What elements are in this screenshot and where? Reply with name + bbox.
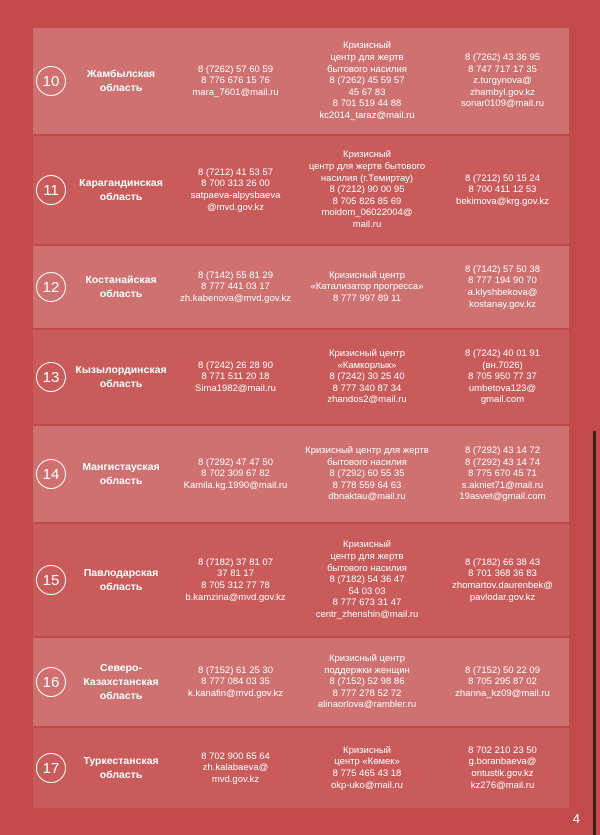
contacts-table xyxy=(33,28,569,808)
row-number-badge: 10 xyxy=(36,66,66,96)
crisis-center-contacts: Кризисный центр для жертв бытового насилия (г.Темиртау) 8 (7212) 90 00 95 8 705 826 85 69 moidom_06022004@ mail.ru xyxy=(308,149,426,230)
crisis-center-contacts: Кризисный центр для жертв бытового насилия 8 (7292) 60 55 35 8 778 559 64 63 dbnaktau@mail.ru xyxy=(305,445,429,503)
akimat-contacts: 8 (7152) 50 22 09 8 705 295 87 02 zhanna_kz09@mail.ru xyxy=(455,664,550,699)
crisis-center-contacts: Кризисный центр «Көмек» 8 775 465 43 18 okp-uko@mail.ru xyxy=(331,744,403,791)
region-name: Жамбылская область xyxy=(86,68,156,94)
row-number xyxy=(33,667,69,697)
row-number-badge: 16 xyxy=(36,667,66,697)
table-row xyxy=(33,330,569,426)
crisis-center-contacts: Кризисный центр «Катализатор прогресса» 8 777 997 89 11 xyxy=(310,269,424,304)
table-row xyxy=(33,638,569,728)
table-row xyxy=(33,728,569,808)
row-number-badge: 17 xyxy=(36,753,66,783)
row-number xyxy=(33,362,69,392)
region-name: Кызылординская область xyxy=(75,364,167,390)
region-name: Северо-Казахстанская область xyxy=(83,662,159,702)
police-contacts: 8 (7292) 47 47 50 8 702 309 67 82 Kamila.kg.1990@mail.ru xyxy=(183,456,288,491)
region-name: Костанайская область xyxy=(85,274,157,300)
row-number-badge: 13 xyxy=(36,362,66,392)
akimat-contacts: 8 (7212) 50 15 24 8 700 411 12 53 bekimova@krg.gov.kz xyxy=(456,172,549,207)
police-contacts: 8 (7242) 26 28 90 8 771 511 20 18 Sima1982@mail.ru xyxy=(195,359,276,394)
table-row xyxy=(33,28,569,136)
police-contacts: 8 (7212) 41 53 57 8 700 313 26 00 satpaeva-alpysbaeva @mvd.gov.kz xyxy=(190,166,281,213)
crisis-center-contacts: Кризисный центр поддержки женщин 8 (7152) 52 98 86 8 777 278 52 72 alinaorlova@rambler.ru xyxy=(317,653,417,711)
row-number xyxy=(33,66,69,96)
row-number-badge: 12 xyxy=(36,272,66,302)
police-contacts: 8 (7182) 37 81 07 37 81 17 8 705 312 77 78 b.kamzina@mvd.gov.kz xyxy=(185,556,286,603)
akimat-contacts: 8 (7142) 57 50 38 8 777 194 90 70 a.klyshbekova@ kostanay.gov.kz xyxy=(464,263,540,310)
row-number-badge: 15 xyxy=(36,565,66,595)
table-row xyxy=(33,246,569,330)
akimat-contacts: 8 (7262) 43 36 95 8 747 717 17 35 z.turgynova@ zhambyl.gov.kz sonar0109@mail.ru xyxy=(460,52,545,110)
akimat-contacts: 8 (7292) 43 14 72 8 (7292) 43 14 74 8 775 670 45 71 s.akniet71@mail.ru 19asvet@gmail.com xyxy=(459,445,546,503)
region-name: Туркестанская область xyxy=(83,755,159,781)
row-number xyxy=(33,272,69,302)
region-name: Карагандинская область xyxy=(79,177,163,203)
table-row xyxy=(33,524,569,638)
crisis-center-contacts: Кризисный центр для жертв бытового насилия 8 (7182) 54 36 47 54 03 03 8 777 673 31 47 centr_zhenshin@mail.ru xyxy=(315,539,419,620)
row-number xyxy=(33,753,69,783)
region-name: Павлодарская область xyxy=(83,567,159,593)
row-number-badge: 11 xyxy=(36,175,66,205)
row-number xyxy=(33,565,69,595)
table-row xyxy=(33,426,569,524)
region-name: Мангистауская область xyxy=(82,461,160,487)
scrollbar[interactable] xyxy=(593,431,596,835)
row-number xyxy=(33,459,69,489)
akimat-contacts: 8 702 210 23 50 g.boranbaeva@ ontustik.gov.kz kz276@mail.ru xyxy=(468,744,537,791)
crisis-center-contacts: Кризисный центр «Камкорлык» 8 (7242) 30 25 40 8 777 340 87 34 zhandos2@mail.ru xyxy=(327,348,407,406)
akimat-contacts: 8 (7182) 66 38 43 8 701 368 36 83 zhomartov.daurenbek@ pavlodar.gov.kz xyxy=(452,556,553,603)
police-contacts: 8 (7262) 57 60 59 8 776 676 15 76 mara_7601@mail.ru xyxy=(192,63,279,98)
page-number: 4 xyxy=(572,811,580,826)
police-contacts: 8 702 900 65 64 zh.kalabaeva@ mvd.gov.kz xyxy=(201,750,270,785)
crisis-center-contacts: Кризисный центр для жертв бытового насилия 8 (7262) 45 59 57 45 67 83 8 701 519 44 88 kc2014_taraz@mail.ru xyxy=(319,40,415,121)
akimat-contacts: 8 (7242) 40 01 91 (вн.7026) 8 705 950 77 37 umbetova123@ gmail.com xyxy=(464,348,540,406)
police-contacts: 8 (7152) 61 25 30 8 777 084 03 35 k.kanafin@mvd.gov.kz xyxy=(187,664,283,699)
row-number-badge: 14 xyxy=(36,459,66,489)
police-contacts: 8 (7142) 55 81 29 8 777 441 03 17 zh.kabenova@mvd.gov.kz xyxy=(180,269,291,304)
row-number xyxy=(33,175,69,205)
table-row xyxy=(33,136,569,246)
